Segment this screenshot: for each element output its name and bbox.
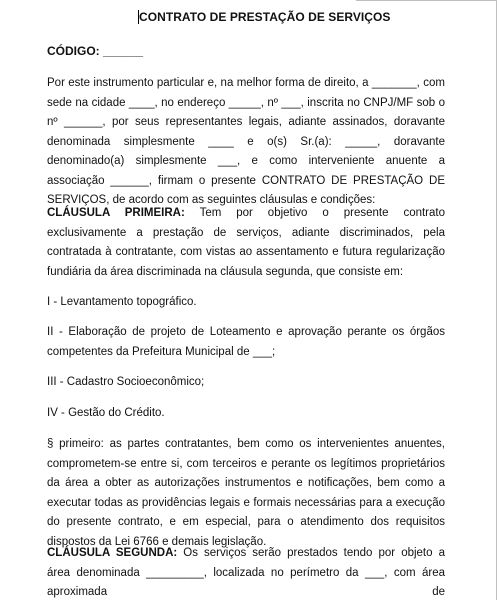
clause-first-heading: CLÁUSULA PRIMEIRA: bbox=[47, 207, 185, 219]
clause-first-paragraph bbox=[47, 204, 445, 282]
paragraph-first: § primeiro: as partes contratantes, bem como os intervenientes anuentes, comprometem-se entre si, com terceiros e perante os legítimos proprietários da área a obter as autorizações instrumentos e notificações, bem como a executar todas as providências legais e formais necessárias para a execução do presente contrato, e em especial, para o atendimento dos requisitos dispostos da Lei 6766 e demais legislação. bbox=[47, 438, 445, 548]
clause-first-text: Tem por objetivo o presente contrato exclusivamente a prestação de serviços, adiante discriminados, pela contratada à contratante, com vistas ao assentamento e futura regularização fundiária da área discriminada na cláusula segunda, que consiste em: bbox=[47, 207, 445, 278]
list-item-1: I - Levantamento topográfico. bbox=[47, 296, 197, 308]
list-item-2: II - Elaboração de projeto de Loteamento e aprovação perante os órgãos competentes da Prefeitura Municipal de ___; bbox=[47, 326, 445, 358]
clause-second-paragraph bbox=[47, 544, 445, 603]
list-item-3: III - Cadastro Socioeconômico; bbox=[47, 376, 205, 388]
page-frame-top bbox=[356, 0, 497, 1]
document-title: CONTRATO DE PRESTAÇÃO DE SERVIÇOS bbox=[139, 10, 391, 24]
contract-code: CÓDIGO: ______ bbox=[47, 44, 144, 58]
clause-second-text: Os serviços serão prestados tendo por objeto a área denominada _________, localizada no perímetro da ___, com área aproximada de bbox=[47, 547, 445, 598]
list-item-4: IV - Gestão do Crédito. bbox=[47, 407, 165, 419]
clause-second-heading: CLÁUSULA SEGUNDA: bbox=[47, 547, 178, 559]
preamble-paragraph: Por este instrumento particular e, na melhor forma de direito, a _______, com sede na cidade ____, no endereço _____, nº ___, inscrita no CNPJ/MF sob o nº ______, por seus representantes legais, adiante assinados, doravante denominada simplesmente ____ e o(s) Sr.(a): _____, doravante denominado(a) simplesmente ___, e como interveniente anuente a associação ______, firmam o presente CONTRATO DE PRESTAÇÃO DE SERVIÇOS, de acordo com as seguintes cláusulas e condições: bbox=[47, 77, 445, 206]
page-frame-right bbox=[496, 0, 497, 600]
